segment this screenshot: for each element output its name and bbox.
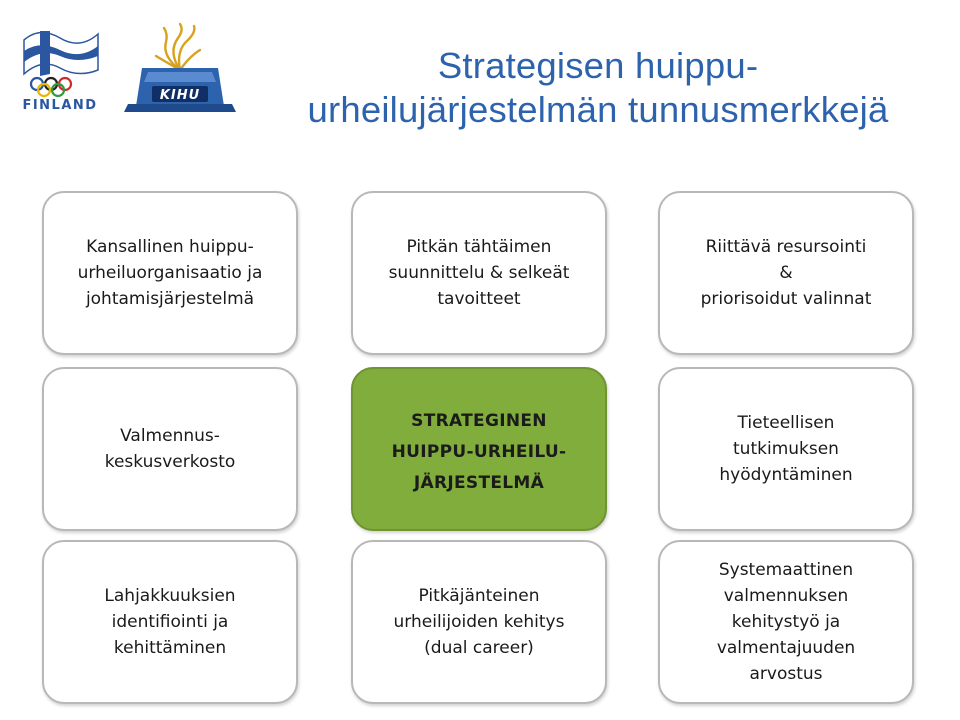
card-athlete-development	[351, 540, 607, 704]
kihu-logo-text: KIHU	[159, 88, 201, 103]
page-title-line2: urheilujärjestelmän tunnusmerkkejä	[307, 89, 889, 130]
card-scientific-research	[658, 367, 914, 531]
card-resourcing	[658, 191, 914, 355]
finland-logo-text: FINLAND	[22, 98, 98, 113]
card-text: Systemaattinen valmennuksen kehitystyö ja valmentajuuden arvostus	[716, 560, 856, 684]
card-strategic-system-center	[351, 367, 607, 531]
card-text: Lahjakkuuksien identifiointi ja kehittäminen	[104, 586, 236, 658]
finland-olympic-logo	[20, 18, 102, 114]
card-text: Tieteellisen tutkimuksen hyödyntäminen	[719, 413, 853, 485]
card-national-organisation	[42, 191, 298, 355]
card-text: Pitkäjänteinen urheilijoiden kehitys (dual career)	[393, 586, 565, 658]
card-text: STRATEGINEN HUIPPU-URHEILU- JÄRJESTELMÄ	[391, 410, 567, 493]
flag-icon	[24, 31, 98, 76]
card-long-term-planning	[351, 191, 607, 355]
page-title	[248, 44, 948, 132]
card-text: Riittävä resursointi & priorisoidut valinnat	[700, 237, 872, 309]
card-coaching-development	[658, 540, 914, 704]
card-training-centre-network	[42, 367, 298, 531]
card-talent-identification	[42, 540, 298, 704]
card-text: Pitkän tähtäimen suunnittelu & selkeät tavoitteet	[388, 237, 570, 309]
olympic-rings-icon	[31, 78, 71, 96]
kihu-logo	[118, 22, 242, 114]
flame-icon	[156, 24, 200, 70]
page-title-line1: Strategisen huippu-	[437, 45, 759, 86]
card-text: Kansallinen huippu- urheiluorganisaatio ja johtamisjärjestelmä	[77, 237, 263, 309]
card-text: Valmennus- keskusverkosto	[104, 426, 236, 472]
